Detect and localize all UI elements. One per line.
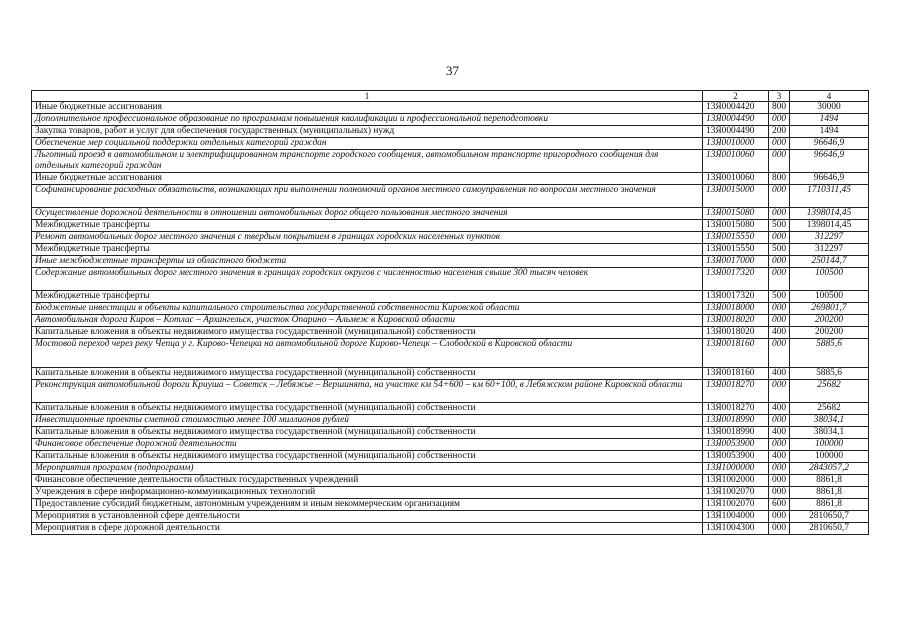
row-code-cell: 13Я0018020 [703, 315, 769, 327]
row-type-cell: 000 [769, 511, 790, 523]
row-type-cell: 000 [769, 256, 790, 268]
row-type-cell: 000 [769, 138, 790, 150]
row-type-cell: 000 [769, 208, 790, 220]
row-name-cell: Иные межбюджетные трансферты из областного бюджета [32, 256, 703, 268]
row-name-cell: Капитальные вложения в объекты недвижимого имущества государственной (муниципальной) собственности [32, 427, 703, 439]
row-name-cell: Инвестиционные проекты сметной стоимостью менее 100 миллионов рублей [32, 415, 703, 427]
row-amount-cell: 8861,8 [790, 475, 869, 487]
row-name-cell: Бюджетные инвестиции в объекты капитального строительства государственной собственности Кировской области [32, 303, 703, 315]
row-code-cell: 13Я0015000 [703, 185, 769, 208]
row-name-cell: Мероприятия в сфере дорожной деятельности [32, 523, 703, 535]
row-amount-cell: 100000 [790, 439, 869, 451]
row-name-cell: Реконструкция автомобильной дороги Криуша – Советск – Лебяжье – Вершинята, на участке км 54+600 – км 60+100, в Лебяжском районе Кировской области [32, 380, 703, 403]
row-code-cell: 13Я0018270 [703, 403, 769, 415]
row-type-cell: 500 [769, 291, 790, 303]
table-row [32, 268, 869, 291]
row-type-cell: 000 [769, 523, 790, 535]
table-row [32, 380, 869, 403]
row-code-cell: 13Я0004490 [703, 126, 769, 138]
row-code-cell: 13Я0018270 [703, 380, 769, 403]
table-row [32, 315, 869, 327]
row-amount-cell: 269801,7 [790, 303, 869, 315]
page-number: 37 [446, 63, 459, 78]
row-name-cell: Автомобильная дорога Киров – Котлас – Архангельск, участок Опарино – Альмеж в Кировской области [32, 315, 703, 327]
table-row [32, 415, 869, 427]
row-amount-cell: 2810650,7 [790, 523, 869, 535]
row-code-cell: 13Я0018990 [703, 427, 769, 439]
table-row [32, 102, 869, 114]
row-type-cell: 800 [769, 102, 790, 114]
row-amount-cell: 1494 [790, 114, 869, 126]
row-amount-cell: 25682 [790, 403, 869, 415]
row-code-cell: 13Я1004000 [703, 511, 769, 523]
row-amount-cell: 2810650,7 [790, 511, 869, 523]
row-type-cell: 400 [769, 403, 790, 415]
row-code-cell: 13Я0018020 [703, 327, 769, 339]
row-type-cell: 000 [769, 232, 790, 244]
row-amount-cell: 1398014,45 [790, 220, 869, 232]
row-name-cell: Ремонт автомобильных дорог местного значения с твердым покрытием в границах городских населенных пунктов [32, 232, 703, 244]
table-row [32, 439, 869, 451]
row-code-cell: 13Я1004300 [703, 523, 769, 535]
table-row [32, 291, 869, 303]
table-row [32, 403, 869, 415]
row-name-cell: Финансовое обеспечение деятельности областных государственных учреждений [32, 475, 703, 487]
table-row [32, 126, 869, 138]
row-name-cell: Капитальные вложения в объекты недвижимого имущества государственной (муниципальной) собственности [32, 327, 703, 339]
row-amount-cell: 200200 [790, 315, 869, 327]
table-row [32, 523, 869, 535]
row-name-cell: Капитальные вложения в объекты недвижимого имущества государственной (муниципальной) собственности [32, 451, 703, 463]
row-type-cell: 000 [769, 463, 790, 475]
table-row [32, 427, 869, 439]
row-code-cell: 13Я0004420 [703, 102, 769, 114]
row-amount-cell: 38034,1 [790, 427, 869, 439]
row-amount-cell: 96646,9 [790, 150, 869, 173]
table-row [32, 114, 869, 126]
row-code-cell: 13Я0017320 [703, 291, 769, 303]
row-name-cell: Межбюджетные трансферты [32, 220, 703, 232]
row-type-cell: 000 [769, 114, 790, 126]
table-row [32, 511, 869, 523]
row-code-cell: 13Я0010000 [703, 138, 769, 150]
table-row [32, 487, 869, 499]
row-code-cell: 13Я0018160 [703, 339, 769, 368]
row-name-cell: Учреждения в сфере информационно-коммуникационных технологий [32, 487, 703, 499]
row-type-cell: 500 [769, 244, 790, 256]
row-code-cell: 13Я1002070 [703, 499, 769, 511]
row-type-cell: 800 [769, 173, 790, 185]
row-amount-cell: 312297 [790, 244, 869, 256]
row-name-cell: Иные бюджетные ассигнования [32, 173, 703, 185]
row-name-cell: Финансовое обеспечение дорожной деятельности [32, 439, 703, 451]
row-amount-cell: 5885,6 [790, 368, 869, 380]
row-name-cell: Дополнительное профессиональное образование по программам повышения квалификации и профессиональной переподготовки [32, 114, 703, 126]
table-row [32, 150, 869, 173]
row-amount-cell: 1398014,45 [790, 208, 869, 220]
row-type-cell: 000 [769, 339, 790, 368]
row-code-cell: 13Я0015080 [703, 208, 769, 220]
table-row [32, 185, 869, 208]
row-code-cell: 13Я0018990 [703, 415, 769, 427]
row-code-cell: 13Я0018000 [703, 303, 769, 315]
column-header-name: 1 [32, 91, 703, 102]
row-name-cell: Содержание автомобильных дорог местного значения в границах городских округов с численностью населения свыше 300 тысяч человек [32, 268, 703, 291]
table-row [32, 339, 869, 368]
row-amount-cell: 96646,9 [790, 173, 869, 185]
row-type-cell: 000 [769, 475, 790, 487]
row-name-cell: Мероприятия в установленной сфере деятельности [32, 511, 703, 523]
row-name-cell: Капитальные вложения в объекты недвижимого имущества государственной (муниципальной) собственности [32, 403, 703, 415]
row-name-cell: Межбюджетные трансферты [32, 291, 703, 303]
table-header-row [32, 91, 869, 102]
column-header-type: 3 [769, 91, 790, 102]
table-row [32, 303, 869, 315]
row-code-cell: 13Я0015550 [703, 244, 769, 256]
row-name-cell: Мероприятия программ (подпрограмм) [32, 463, 703, 475]
row-amount-cell: 100500 [790, 291, 869, 303]
row-type-cell: 400 [769, 368, 790, 380]
table-row [32, 499, 869, 511]
table-row [32, 220, 869, 232]
table-row [32, 232, 869, 244]
table-row [32, 463, 869, 475]
row-type-cell: 000 [769, 150, 790, 173]
row-amount-cell: 200200 [790, 327, 869, 339]
column-header-amount: 4 [790, 91, 869, 102]
table-row [32, 451, 869, 463]
row-code-cell: 13Я0004490 [703, 114, 769, 126]
row-type-cell: 400 [769, 427, 790, 439]
row-type-cell: 000 [769, 415, 790, 427]
row-name-cell: Обеспечение мер социальной поддержки отдельных категорий граждан [32, 138, 703, 150]
row-code-cell: 13Я1002070 [703, 487, 769, 499]
row-type-cell: 600 [769, 499, 790, 511]
table-row [32, 475, 869, 487]
row-name-cell: Осуществление дорожной деятельности в отношении автомобильных дорог общего пользования местного значения [32, 208, 703, 220]
row-type-cell: 400 [769, 327, 790, 339]
row-amount-cell: 8861,8 [790, 487, 869, 499]
row-type-cell: 000 [769, 315, 790, 327]
row-type-cell: 000 [769, 185, 790, 208]
row-type-cell: 200 [769, 126, 790, 138]
column-header-code: 2 [703, 91, 769, 102]
row-code-cell: 13Я0053900 [703, 439, 769, 451]
table-row [32, 138, 869, 150]
row-name-cell: Предоставление субсидий бюджетным, автономным учреждениям и иным некоммерческим организациям [32, 499, 703, 511]
row-amount-cell: 25682 [790, 380, 869, 403]
table-row [32, 244, 869, 256]
table-row [32, 173, 869, 185]
row-amount-cell: 30000 [790, 102, 869, 114]
row-amount-cell: 38034,1 [790, 415, 869, 427]
row-amount-cell: 100500 [790, 268, 869, 291]
row-code-cell: 13Я0053900 [703, 451, 769, 463]
row-amount-cell: 8861,8 [790, 499, 869, 511]
row-code-cell: 13Я0010060 [703, 150, 769, 173]
row-name-cell: Закупка товаров, работ и услуг для обеспечения государственных (муниципальных) нужд [32, 126, 703, 138]
row-name-cell: Межбюджетные трансферты [32, 244, 703, 256]
row-type-cell: 000 [769, 439, 790, 451]
row-amount-cell: 312297 [790, 232, 869, 244]
row-name-cell: Льготный проезд в автомобильном и электрифицированном транспорте городского сообщения, автомобильном транспорте пригородного сообщения для отдельных категорий граждан [32, 150, 703, 173]
row-code-cell: 13Я1002000 [703, 475, 769, 487]
row-amount-cell: 5885,6 [790, 339, 869, 368]
table-row [32, 256, 869, 268]
row-name-cell: Мостовой переход через реку Чепца у г. Кирово-Чепецка на автомобильной дороге Кирово-Чепецк – Слободской в Кировской области [32, 339, 703, 368]
row-type-cell: 000 [769, 380, 790, 403]
row-name-cell: Софинансирование расходных обязательств, возникающих при выполнении полномочий органов местного самоуправления по вопросам местного значения [32, 185, 703, 208]
row-name-cell: Капитальные вложения в объекты недвижимого имущества государственной (муниципальной) собственности [32, 368, 703, 380]
row-code-cell: 13Я1000000 [703, 463, 769, 475]
row-type-cell: 000 [769, 268, 790, 291]
row-type-cell: 000 [769, 303, 790, 315]
row-amount-cell: 2843057,2 [790, 463, 869, 475]
row-code-cell: 13Я0015080 [703, 220, 769, 232]
row-amount-cell: 1494 [790, 126, 869, 138]
row-code-cell: 13Я0017320 [703, 268, 769, 291]
row-type-cell: 500 [769, 220, 790, 232]
row-amount-cell: 100000 [790, 451, 869, 463]
table-row [32, 327, 869, 339]
budget-table [31, 90, 869, 535]
table-row [32, 208, 869, 220]
row-code-cell: 13Я0017000 [703, 256, 769, 268]
table-row [32, 368, 869, 380]
row-type-cell: 400 [769, 451, 790, 463]
row-amount-cell: 1710311,45 [790, 185, 869, 208]
row-code-cell: 13Я0018160 [703, 368, 769, 380]
row-name-cell: Иные бюджетные ассигнования [32, 102, 703, 114]
row-amount-cell: 96646,9 [790, 138, 869, 150]
row-type-cell: 000 [769, 487, 790, 499]
row-amount-cell: 250144,7 [790, 256, 869, 268]
row-code-cell: 13Я0010060 [703, 173, 769, 185]
row-code-cell: 13Я0015550 [703, 232, 769, 244]
